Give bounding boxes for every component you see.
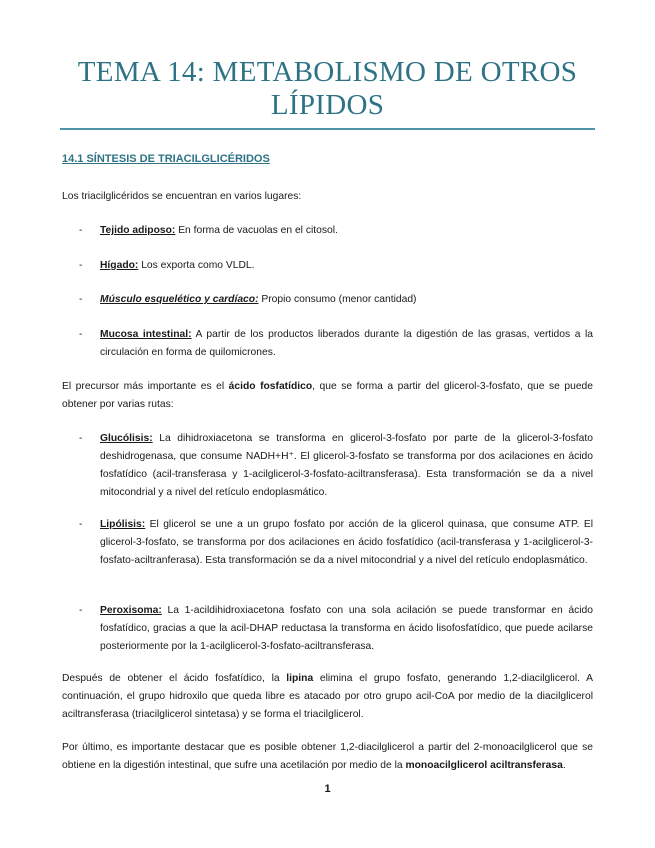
section-heading: 14.1 SÍNTESIS DE TRIACILGLICÉRIDOS — [62, 153, 270, 165]
list-item — [100, 257, 593, 275]
list-bullet: - — [79, 225, 83, 236]
key-term: ácido fosfatídico — [228, 381, 313, 392]
list-item — [100, 326, 593, 362]
list-bullet: - — [79, 260, 83, 271]
key-term: monoacilglicerol aciltransferasa — [405, 760, 563, 771]
list-item-text: Propio consumo (menor cantidad) — [258, 294, 417, 305]
list-bullet: - — [79, 519, 83, 530]
list-item-term: Peroxisoma: — [100, 605, 162, 616]
list-item — [100, 222, 593, 240]
list-item-text: La 1-acildihidroxiacetona fosfato con una sola acilación se puede transformar en ácido fosfatídico, gracias a que la acil-DHAP reductasa la transforma en ácido lisofosfatídico, que puede acilarse posteriormente por la 1-acilglicerol-3-fosfato-aciltransferasa. — [100, 605, 593, 652]
precursor-paragraph — [62, 378, 593, 414]
list-item-text: Los exporta como VLDL. — [138, 260, 255, 271]
final-paragraph — [62, 739, 593, 775]
list-item-term: Lipólisis: — [100, 519, 146, 530]
intro-paragraph: Los triacilglicéridos se encuentran en varios lugares: — [62, 191, 302, 202]
list-item-term: Glucólisis: — [100, 433, 153, 444]
list-bullet: - — [79, 433, 83, 444]
paragraph-text: elimina el grupo fosfato, generando 1,2-diacilglicerol. A continuación, el grupo hidroxilo que queda libre es atacado por otro grupo acil-CoA por medio de la diacilglicerol aciltransferasa (triacilglicerol sintetasa) y se forma el triacilglicerol. — [62, 673, 593, 720]
list-item-term: Hígado: — [100, 260, 139, 271]
list-item — [100, 291, 593, 309]
page-number: 1 — [324, 783, 331, 795]
list-bullet: - — [79, 605, 83, 616]
title-divider — [60, 128, 595, 130]
list-bullet: - — [79, 294, 83, 305]
paragraph-text: , que se forma a partir del glicerol-3-fosfato, que se puede obtener por varias rutas: — [62, 381, 594, 410]
list-item-text: A partir de los productos liberados durante la digestión de las grasas, vertidos a la circulación en forma de quilomicrones. — [100, 329, 594, 358]
list-item — [100, 602, 593, 656]
list-item-term: Tejido adiposo: — [100, 225, 176, 236]
lipina-paragraph — [62, 670, 593, 724]
paragraph-text: El precursor más importante es el — [62, 381, 229, 392]
list-item-text: En forma de vacuolas en el citosol. — [175, 225, 338, 236]
key-term: lipina — [286, 673, 314, 684]
list-item — [100, 430, 593, 502]
paragraph-text: Por último, es importante destacar que es posible obtener 1,2-diacilglicerol a partir del 2-monoacilglicerol que se obtiene en la digestión intestinal, que sufre una acetilación por medio de la — [62, 742, 593, 771]
paragraph-text: Después de obtener el ácido fosfatídico, la — [62, 673, 287, 684]
page-title: TEMA 14: METABOLISMO DE OTROS LÍPIDOS — [77, 56, 578, 121]
list-item-term: Mucosa intestinal: — [100, 329, 192, 340]
list-item — [100, 516, 593, 570]
list-item-text: La dihidroxiacetona se transforma en glicerol-3-fosfato por parte de la glicerol-3-fosfato deshidrogenasa, que consume NADH+H⁺. El glicerol-3-fosfato se transforma por dos acilaciones en ácido fosfatídico (acil-transferasa y 1-acilglicerol-3-fosfato-aciltransferasa). Esta transformación se da a nivel mitocondrial y a nivel del retículo endoplasmático. — [100, 433, 593, 498]
list-item-text: El glicerol se une a un grupo fosfato por acción de la glicerol quinasa, que consume ATP. El glicerol-3-fosfato, se transforma por dos acilaciones en ácido fosfatídico (acil-transferasa y 1-acilglicerol-3-fosfato-aciltranferasa). Esta transformación se da a nivel mitocondrial y a nivel del retículo endoplasmático. — [100, 519, 593, 566]
paragraph-text: . — [562, 760, 566, 771]
list-bullet: - — [79, 329, 83, 340]
list-item-term: Músculo esquelético y cardíaco: — [100, 294, 259, 305]
